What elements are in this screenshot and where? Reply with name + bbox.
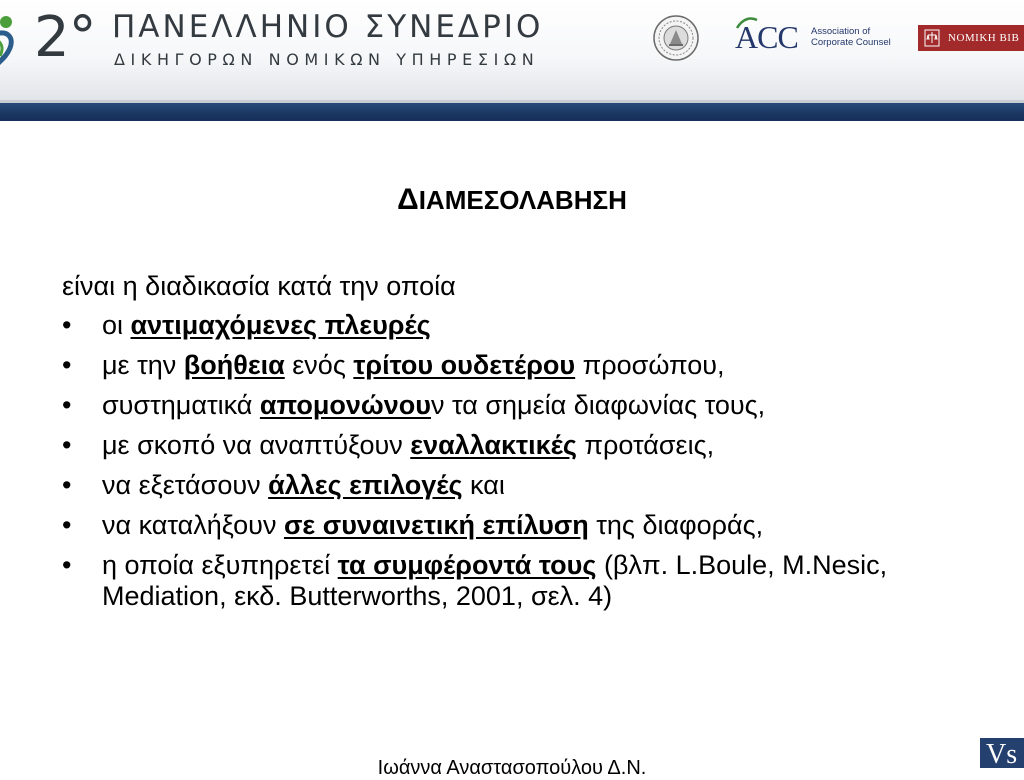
acc-logo xyxy=(735,16,895,60)
bullet-text: προσώπου, xyxy=(575,350,725,380)
list-item xyxy=(62,510,992,541)
definition-intro: είναι η διαδικασία κατά την οποία xyxy=(62,271,456,301)
publisher-emblem-icon xyxy=(924,29,940,47)
bullet-text: με την xyxy=(102,350,184,380)
acc-letters: ACC xyxy=(735,19,798,55)
footer-author: Ιωάννα Αναστασοπούλου Δ.Ν. xyxy=(377,757,647,779)
bullet-emphasis: τρίτου ουδετέρου xyxy=(353,350,576,380)
bullet-emphasis: αντιμαχόμενες πλευρές xyxy=(130,310,431,340)
bullet-text: να καταλήξουν xyxy=(102,510,284,540)
bullet-text: της διαφοράς, xyxy=(588,510,764,540)
bullet-icon: • xyxy=(62,310,72,340)
conference-title: ΠΑΝΕΛΛΗΝΙΟ ΣΥΝΕΔΡΙΟ xyxy=(112,9,544,45)
bullet-text: (βλπ. L.Boule, M.Nesic, Mediation, εκδ. Butterworths, 2001, σελ. 4) xyxy=(102,550,888,611)
bullet-emphasis: τα συμφέροντά τους xyxy=(337,550,597,580)
corner-logo xyxy=(980,738,1024,768)
bullet-text: ενός xyxy=(284,350,354,380)
list-item xyxy=(62,430,992,461)
list-item xyxy=(62,310,992,341)
list-item xyxy=(62,470,992,501)
bullet-icon: • xyxy=(62,390,72,420)
bullet-icon: • xyxy=(62,350,72,380)
list-item xyxy=(62,550,992,612)
acc-name-line1: Association of xyxy=(811,26,871,37)
slide-title-rest: ΙΑΜΕΣΟΛΑΒΗΣΗ xyxy=(418,185,627,215)
bullet-text: ν τα σημεία διαφωνίας τους, xyxy=(430,390,766,420)
bullet-emphasis: απομονώνου xyxy=(259,390,431,420)
bullet-text: να εξετάσουν xyxy=(102,470,269,500)
bullet-icon: • xyxy=(62,550,72,580)
bullet-icon: • xyxy=(62,510,72,540)
bullet-text: προτάσεις, xyxy=(576,430,715,460)
bullet-emphasis: σε συναινετική επίλυση xyxy=(283,510,589,540)
bullet-icon: • xyxy=(62,470,72,500)
slide-title xyxy=(0,183,1024,217)
conference-emblem-icon xyxy=(0,8,24,68)
conference-subtitle: ΔΙΚΗΓΟΡΩΝ ΝΟΜΙΚΩΝ ΥΠΗΡΕΣΙΩΝ xyxy=(114,50,540,69)
bullet-text: οι xyxy=(102,310,131,340)
banner-stripe xyxy=(0,103,1024,121)
list-item xyxy=(62,350,992,381)
bullet-text: και xyxy=(462,470,505,500)
nomiki-vivliothiki-logo xyxy=(918,25,1024,51)
bullet-emphasis: άλλες επιλογές xyxy=(268,470,463,500)
bullet-text: με σκοπό να αναπτύξουν xyxy=(102,430,411,460)
acc-name xyxy=(811,26,891,48)
bullet-emphasis: εναλλακτικές xyxy=(410,430,577,460)
conference-banner xyxy=(0,0,1024,106)
list-item xyxy=(62,390,992,421)
conference-number: 2° xyxy=(34,5,96,70)
corner-logo-text: Vs xyxy=(986,739,1018,768)
bullet-icon: • xyxy=(62,430,72,460)
bar-association-seal-icon xyxy=(652,14,700,62)
nomiki-label: ΝΟΜΙΚΗ ΒΙΒ xyxy=(948,32,1020,44)
definition-bullet-list xyxy=(62,310,992,621)
bullet-text: συστηματικά xyxy=(102,390,260,420)
bullet-emphasis: βοήθεια xyxy=(183,350,285,380)
acc-name-line2: Corporate Counsel xyxy=(811,37,891,48)
bullet-text: η οποία εξυπηρετεί xyxy=(102,550,338,580)
slide-title-initial: Δ xyxy=(397,183,419,216)
